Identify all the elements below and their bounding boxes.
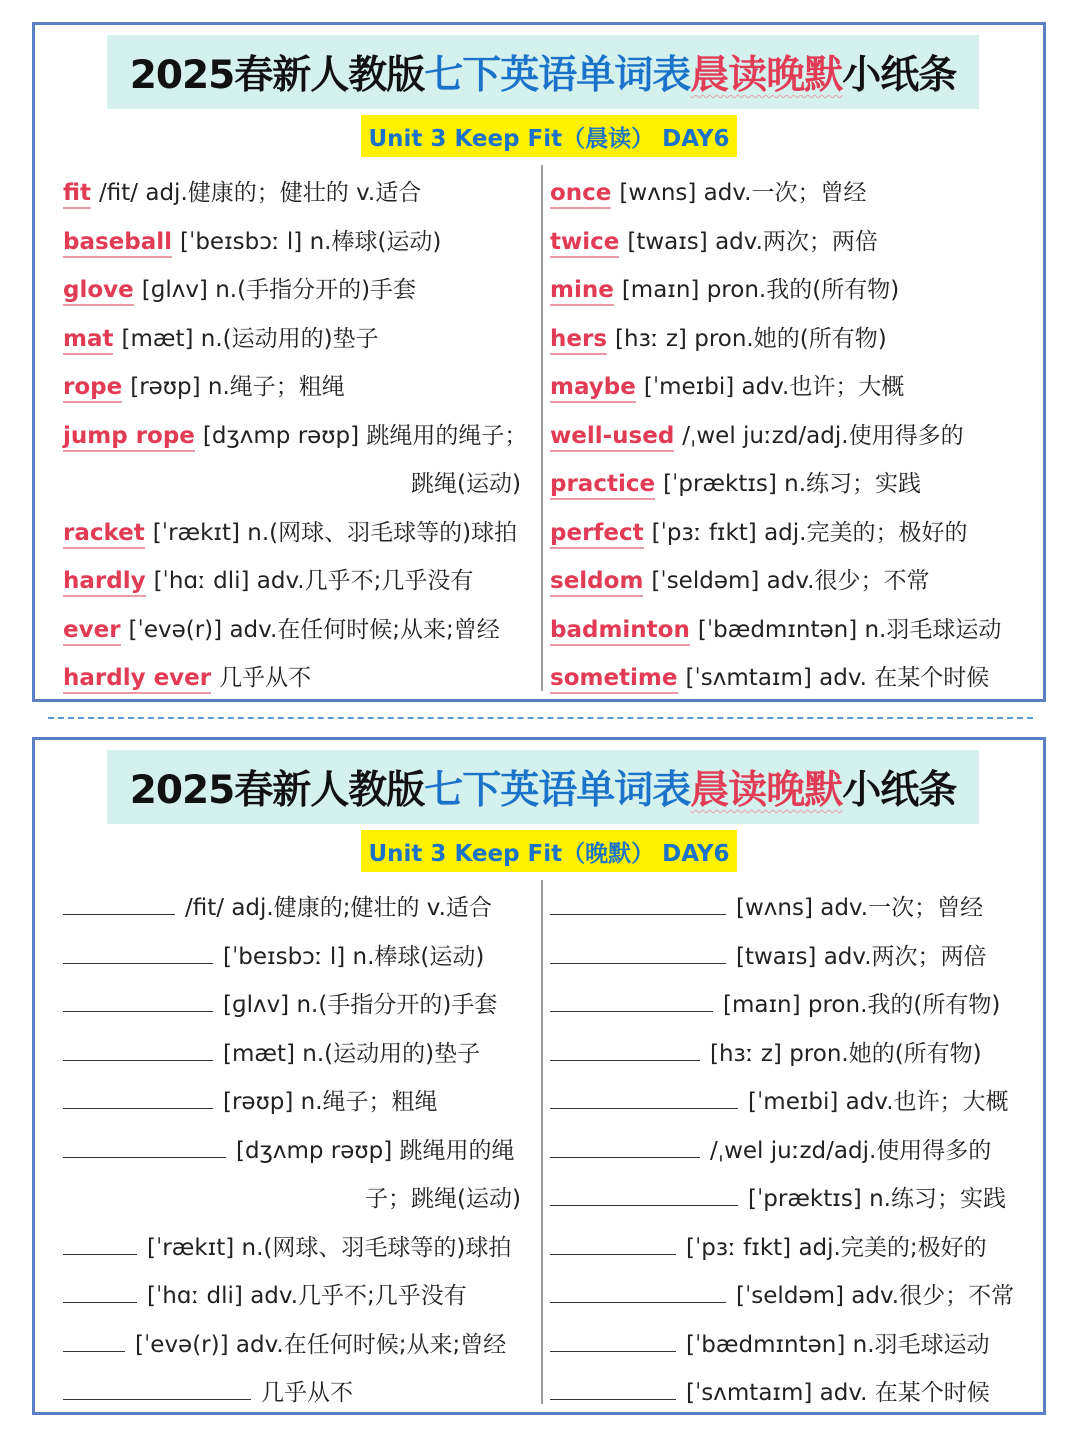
vocab-row [63, 1228, 533, 1268]
blank-line[interactable] [63, 1230, 137, 1255]
vocab-definition: /ˌwel juːzd/adj.使用得多的 [710, 1137, 992, 1164]
vocab-row [63, 270, 533, 310]
blank-line[interactable] [63, 1036, 213, 1061]
vocab-row [550, 1325, 1035, 1365]
vocab-definition: 几乎从不 [219, 665, 312, 691]
vocab-word: practice [550, 471, 655, 500]
blank-line[interactable] [550, 1230, 676, 1255]
unit-subtitle: Unit 3 Keep Fit（晚默） DAY6 [361, 830, 737, 872]
vocab-definition: [dʒʌmp rəʊp] 跳绳用的绳子； [202, 422, 528, 449]
vocab-definition: [ˈevə(r)] adv.在任何时候;从来;曾经 [128, 616, 500, 643]
vocab-row [550, 464, 1035, 504]
vocab-definition: [wʌns] adv.一次；曾经 [736, 895, 984, 921]
vocab-definition: [ˈbeɪsbɔː l] n.棒球(运动) [223, 943, 485, 970]
vocab-row [550, 985, 1035, 1025]
vocab-word: jump rope [63, 423, 195, 452]
vocab-word: well-used [550, 423, 674, 452]
vocab-definition: [ˈsʌmtaɪm] adv. 在某个时候 [685, 665, 990, 691]
vocab-word: hardly ever [63, 665, 211, 694]
vocab-word: ever [63, 617, 121, 646]
title-part-3: 晨读晚默 [690, 768, 843, 813]
vocab-row [63, 1373, 533, 1413]
vocab-definition: [mæt] n.(运动用的)垫子 [121, 325, 379, 352]
vocab-row [550, 367, 1035, 407]
vocab-row [63, 416, 533, 456]
vocab-definition: [mæt] n.(运动用的)垫子 [223, 1040, 481, 1067]
vocab-word: racket [63, 520, 145, 549]
vocab-row [63, 1131, 533, 1171]
vocab-definition: [ˈseldəm] adv.很少；不常 [736, 1283, 1015, 1309]
vocab-definition: [ˈhɑː dli] adv.几乎不;几乎没有 [153, 568, 474, 594]
vocab-row [63, 937, 533, 977]
column-divider [541, 165, 543, 691]
vocab-definition: [maɪn] pron.我的(所有物) [723, 992, 1001, 1018]
vocab-word: hardly [63, 568, 146, 597]
vocab-row [550, 888, 1035, 928]
vocab-row [63, 1325, 533, 1365]
vocab-row [550, 1034, 1035, 1074]
vocab-row [63, 222, 533, 262]
blank-line[interactable] [63, 1327, 125, 1352]
vocab-definition: [ˈbædmɪntən] n.羽毛球运动 [686, 1331, 990, 1358]
blank-line[interactable] [63, 1375, 251, 1400]
page-title [107, 750, 979, 824]
vocab-definition: [ˈbædmɪntən] n.羽毛球运动 [697, 616, 1002, 643]
title-part-3: 晨读晚默 [690, 53, 843, 98]
vocab-row [63, 464, 533, 504]
title-part-2: 七下英语单词表 [424, 53, 691, 98]
vocab-row [550, 513, 1035, 553]
vocab-word: baseball [63, 229, 172, 258]
vocab-definition: [ˈbeɪsbɔː l] n.棒球(运动) [180, 228, 442, 255]
vocab-definition: [ˈevə(r)] adv.在任何时候;从来;曾经 [135, 1331, 507, 1358]
vocab-definition: [ˈrækɪt] n.(网球、羽毛球等的)球拍 [147, 1234, 512, 1261]
blank-line[interactable] [550, 987, 713, 1012]
evening-card [32, 737, 1046, 1415]
title-part-4: 小纸条 [842, 53, 957, 98]
vocab-definition: [twaɪs] adv.两次；两倍 [736, 943, 987, 970]
blank-line[interactable] [63, 939, 213, 964]
vocab-row [550, 173, 1035, 213]
vocab-word: fit [63, 180, 91, 209]
vocab-word: maybe [550, 374, 636, 403]
vocab-row [63, 319, 533, 359]
definition-continuation: 跳绳(运动) [411, 471, 521, 497]
vocab-row [63, 1082, 533, 1122]
vocab-row [63, 173, 533, 213]
vocab-definition: [rəʊp] n.绳子；粗绳 [130, 374, 345, 400]
vocab-definition: [ˈpræktɪs] n.练习；实践 [663, 471, 922, 497]
blank-line[interactable] [550, 1133, 700, 1158]
vocab-definition: [ˈmeɪbi] adv.也许；大概 [748, 1089, 1009, 1115]
vocab-definition: [ˈhɑː dli] adv.几乎不;几乎没有 [147, 1283, 467, 1309]
blank-line[interactable] [550, 1327, 676, 1352]
blank-line[interactable] [550, 1181, 738, 1206]
vocab-definition: [ˈmeɪbi] adv.也许；大概 [643, 374, 905, 400]
vocab-definition: [hɜː z] pron.她的(所有物) [710, 1040, 982, 1067]
blank-line[interactable] [550, 1278, 726, 1303]
title-part-1: 2025春新人教版 [129, 768, 425, 813]
vocab-row [63, 561, 533, 601]
vocab-row [550, 1228, 1035, 1268]
blank-line[interactable] [550, 1375, 676, 1400]
vocab-definition: [ˈpɜː fɪkt] adj.完美的；极好的 [651, 519, 968, 546]
vocab-definition: [hɜː z] pron.她的(所有物) [615, 325, 887, 352]
vocab-row [63, 888, 533, 928]
vocab-row [550, 1276, 1035, 1316]
vocab-row [63, 658, 533, 698]
blank-line[interactable] [63, 1133, 226, 1158]
vocab-definition: [ˈrækɪt] n.(网球、羽毛球等的)球拍 [152, 519, 518, 546]
vocab-row [550, 270, 1035, 310]
title-part-1: 2025春新人教版 [129, 53, 425, 98]
vocab-row [550, 319, 1035, 359]
blank-line[interactable] [550, 890, 726, 915]
vocab-row [63, 1034, 533, 1074]
vocab-definition: [ɡlʌv] n.(手指分开的)手套 [141, 277, 417, 303]
vocab-row [550, 222, 1035, 262]
vocab-word: perfect [550, 520, 644, 549]
vocab-definition: [ˈpræktɪs] n.练习；实践 [748, 1186, 1006, 1212]
vocab-definition: [maɪn] pron.我的(所有物) [621, 277, 900, 303]
title-part-4: 小纸条 [842, 768, 957, 813]
blank-line[interactable] [63, 1084, 213, 1109]
vocab-row [63, 367, 533, 407]
vocab-row [550, 610, 1035, 650]
vocab-row [550, 1179, 1035, 1219]
vocab-definition: [twaɪs] adv.两次；两倍 [627, 228, 878, 255]
vocab-row [550, 937, 1035, 977]
vocab-word: rope [63, 374, 122, 403]
vocab-word: mine [550, 277, 614, 306]
blank-line[interactable] [63, 890, 175, 915]
vocab-row [63, 513, 533, 553]
definition-continuation: 子；跳绳(运动) [365, 1186, 521, 1212]
vocab-row [63, 610, 533, 650]
vocab-definition: /fit/ adj.健康的；健壮的 v.适合 [99, 180, 422, 206]
vocab-definition: [ˈpɜː fɪkt] adj.完美的;极好的 [686, 1234, 987, 1261]
title-part-2: 七下英语单词表 [424, 768, 691, 813]
cut-line [48, 717, 1033, 719]
blank-line[interactable] [550, 1084, 738, 1109]
vocab-row [63, 1179, 533, 1219]
unit-subtitle: Unit 3 Keep Fit（晨读） DAY6 [361, 115, 737, 157]
vocab-row [550, 561, 1035, 601]
vocab-definition: [ˈseldəm] adv.很少；不常 [651, 568, 930, 594]
vocab-row [550, 1131, 1035, 1171]
vocab-word: badminton [550, 617, 690, 646]
blank-line[interactable] [550, 1036, 700, 1061]
vocab-definition: [ˈsʌmtaɪm] adv. 在某个时候 [686, 1380, 990, 1406]
vocab-word: twice [550, 229, 619, 258]
page-title [107, 35, 979, 109]
vocab-row [550, 658, 1035, 698]
vocab-word: hers [550, 326, 607, 355]
vocab-row [63, 985, 533, 1025]
morning-card [32, 22, 1046, 702]
vocab-row [550, 1373, 1035, 1413]
vocab-definition: [wʌns] adv.一次；曾经 [619, 180, 867, 206]
vocab-word: glove [63, 277, 134, 306]
vocab-definition: [dʒʌmp rəʊp] 跳绳用的绳 [236, 1137, 515, 1164]
blank-line[interactable] [63, 1278, 137, 1303]
vocab-word: once [550, 180, 611, 209]
vocab-definition: [ɡlʌv] n.(手指分开的)手套 [223, 992, 498, 1018]
column-divider [541, 880, 543, 1404]
vocab-word: mat [63, 326, 113, 355]
vocab-definition: /ˌwel juːzd/adj.使用得多的 [682, 422, 964, 449]
vocab-definition: /fit/ adj.健康的;健壮的 v.适合 [185, 895, 492, 921]
vocab-definition: 几乎从不 [261, 1380, 353, 1406]
blank-line[interactable] [550, 939, 726, 964]
vocab-row [550, 1082, 1035, 1122]
vocab-word: seldom [550, 568, 643, 597]
blank-line[interactable] [63, 987, 213, 1012]
vocab-row [550, 416, 1035, 456]
vocab-definition: [rəʊp] n.绳子；粗绳 [223, 1089, 438, 1115]
vocab-row [63, 1276, 533, 1316]
vocab-word: sometime [550, 665, 678, 694]
